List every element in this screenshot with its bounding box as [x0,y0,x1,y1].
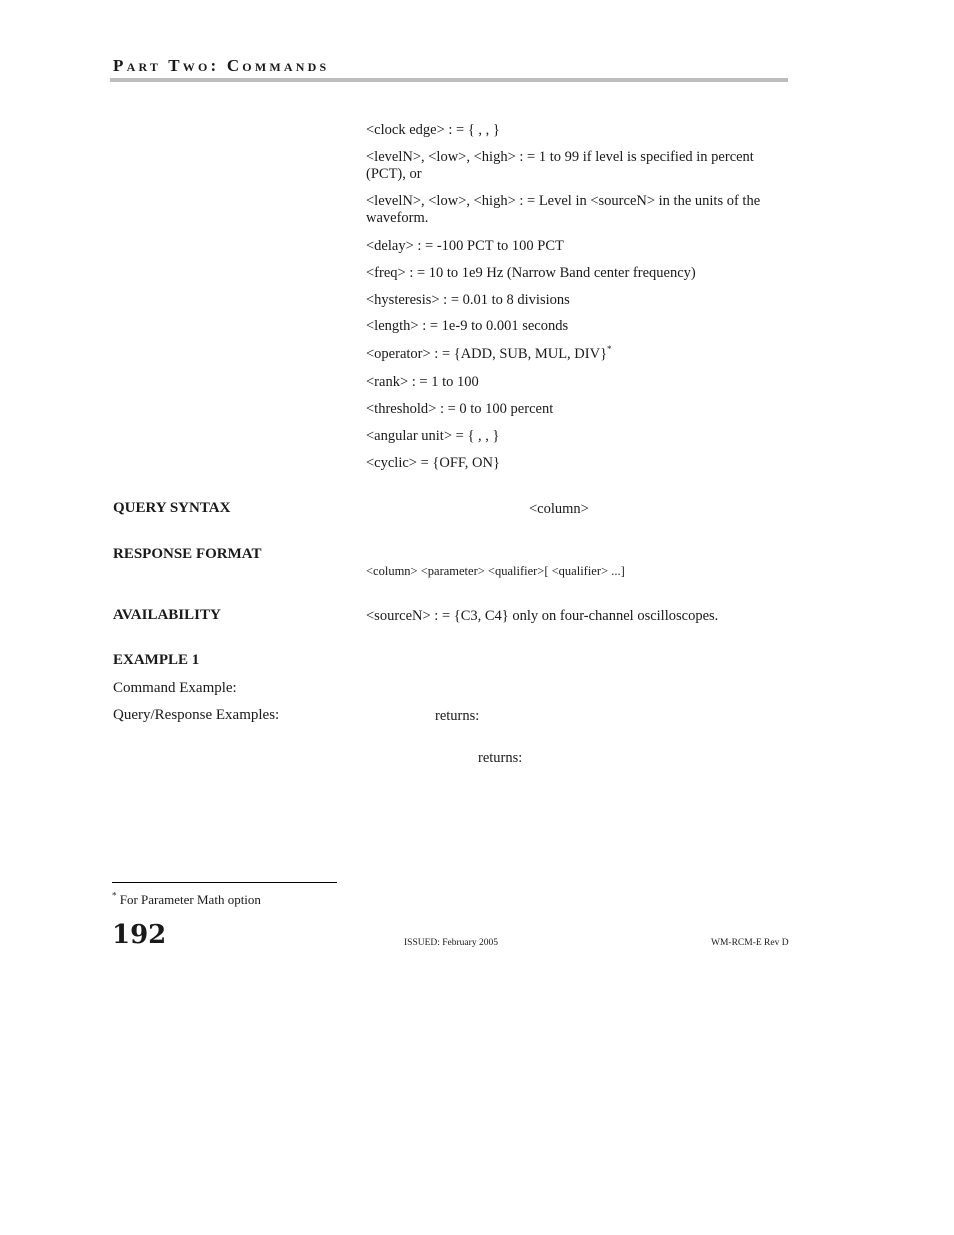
page-number: 192 [112,920,167,950]
param-operator [366,346,781,363]
footnote-mark: * [112,890,117,901]
response-format-label: RESPONSE FORMAT [113,546,262,562]
footnote-divider [112,882,337,883]
availability-value: <sourceN> : = {C3, C4} only on four-channel oscilloscopes. [366,608,719,624]
param-level-percent: <levelN>, <low>, <high> : = 1 to 99 if level is specified in percent (PCT), or [366,149,754,182]
param-operator-text: <operator> : = {ADD, SUB, MUL, DIV} [366,346,608,362]
param-freq: <freq> : = 10 to 1e9 Hz (Narrow Band center frequency) [366,265,696,281]
param-delay: <delay> : = -100 PCT to 100 PCT [366,238,564,254]
footnote [112,892,261,908]
param-clock-edge: <clock edge> : = { , , } [366,122,500,138]
param-length: <length> : = 1e-9 to 0.001 seconds [366,318,569,334]
param-rank: <rank> : = 1 to 100 [366,374,479,390]
query-syntax-value: <column> [529,501,589,517]
param-angular-unit: <angular unit> = { , , } [366,428,500,444]
query-syntax-label: QUERY SYNTAX [113,500,231,516]
param-cyclic: <cyclic> = {OFF, ON} [366,455,500,471]
command-example-label: Command Example: [113,680,237,696]
footnote-text: For Parameter Math option [119,892,261,907]
issued-date: ISSUED: February 2005 [404,938,498,948]
document-id: WM-RCM-E Rev D [711,938,789,948]
returns-text-2: returns: [478,750,523,766]
param-level-units: <levelN>, <low>, <high> : = Level in <sourceN> in the units of the waveform. [366,193,761,226]
returns-text-1: returns: [435,708,480,724]
page-header-title: Part Two: Commands [113,56,330,75]
query-response-label: Query/Response Examples: [113,707,280,723]
header-divider [110,78,788,82]
param-threshold: <threshold> : = 0 to 100 percent [366,401,554,417]
param-hysteresis: <hysteresis> : = 0.01 to 8 divisions [366,292,570,308]
footnote-ref: * [607,344,612,355]
availability-label: AVAILABILITY [113,607,221,623]
response-format-value: <column> <parameter> <qualifier>[ <qualifier> ...] [366,564,625,578]
example-label: EXAMPLE 1 [113,652,200,668]
